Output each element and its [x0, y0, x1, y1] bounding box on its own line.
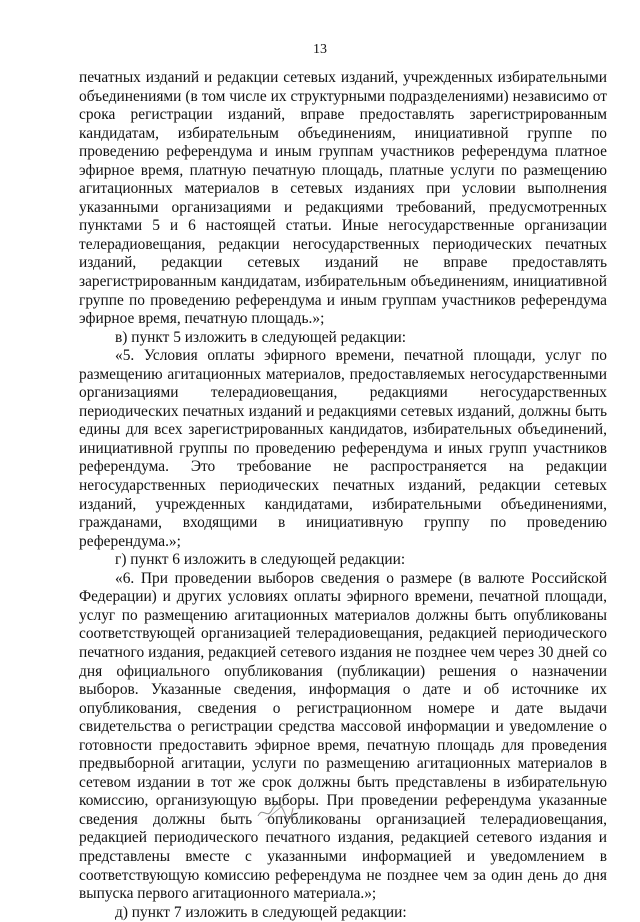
paragraph-item-d: д) пункт 7 изложить в следующей редакции:	[115, 903, 407, 921]
paragraph-point-6: «6. При проведении выборов сведения о размере (в валюте Российской Федерации) и других условиях оплаты эфирного времени, печатной площади, услуг по размещению агитационных материалов должны быть опубликованы соответствующей организацией телерадиовещания, редакцией периодического печатного издания, редакцией сетевого издания не позднее чем через 30 дней со дня официального опубликования (публикации) решения о назначении выборов. Указанные сведения, информация о дате и об источнике их опубликования, сведения о регистрационном номере и дате выдачи свидетельства о регистрации средства массовой информации и уведомление о готовности предоставить эфирное время, печатную площадь для проведения предвыборной агитации, услуги по размещению агитационных материалов в сетевом издании в тот же срок должны быть представлены в избирательную комиссию, организующую выборы. При проведении референдума указанные сведения должны быть опубликованы организацией телерадиовещания, редакцией периодического печатного издания, редакцией сетевого издания и представлены вместе с указанными информацией и уведомлением в соответствующую комиссию референдума не позднее чем за один день до дня выпуска первого агитационного материала.»;	[79, 569, 607, 903]
signature-mark	[255, 800, 295, 824]
paragraph-point-5: «5. Условия оплаты эфирного времени, печатной площади, услуг по размещению агитационных материалов, предоставляемых негосударственными организациями телерадиовещания, редакциями негосударственных периодических печатных изданий и редакциями сетевых изданий, должны быть едины для всех зарегистрированных кандидатов, избирательных объединений, инициативной группы по проведению референдума и иных групп участников референдума. Это требование не распространяется на редакции негосударственных периодических печатных изданий, редакции сетевых изданий, учрежденных кандидатами, избирательными объединениями, гражданами, входящими в инициативную группу по проведению референдума.»;	[79, 347, 607, 550]
page-number: 13	[313, 42, 327, 57]
paragraph-continuation: печатных изданий и редакции сетевых изданий, учрежденных избирательными объединениями (в том числе их структурными подразделениями) независимо от срока регистрации изданий, вправе предоставлять зарегистрированным кандидатам, избирательным объединениям, инициативной группе по проведению референдума и иным группам участников референдума платное эфирное время, платную печатную площадь, платные услуги по размещению агитационных материалов в сетевых изданиях при условии выполнения указанными организациями и редакциями требований, предусмотренных пунктами 5 и 6 настоящей статьи. Иные негосударственные организации телерадиовещания, редакции негосударственных периодических печатных изданий, редакции сетевых изданий не вправе предоставлять зарегистрированным кандидатам, избирательным объединениям, инициативной группе по проведению референдума и иным группам участников референдума эфирное время, печатную площадь.»;	[79, 69, 607, 328]
paragraph-item-g: г) пункт 6 изложить в следующей редакции:	[115, 551, 406, 569]
paragraph-item-v: в) пункт 5 изложить в следующей редакции:	[115, 328, 407, 346]
document-body	[79, 69, 607, 922]
